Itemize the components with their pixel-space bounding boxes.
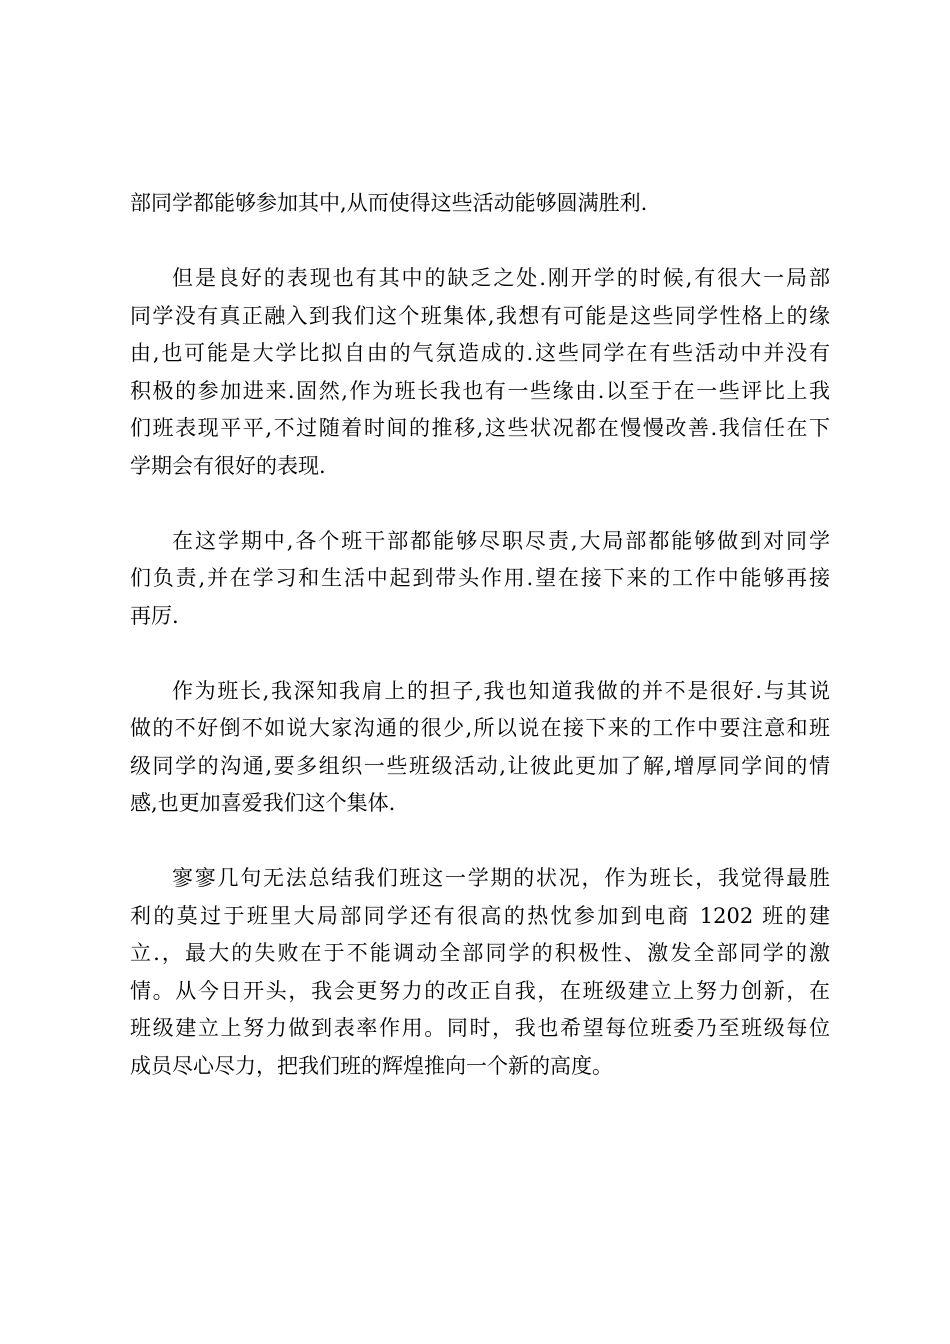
text-line: 情。从今日开头，我会更努力的改正自我，在班级建立上努力创新，在 (130, 978, 830, 1003)
text-line: 作为班长,我深知我肩上的担子,我也知道我做的并不是很好.与其说 (172, 678, 830, 703)
text-line: 再厉. (130, 603, 179, 628)
text-line: 做的不好倒不如说大家沟通的很少,所以说在接下来的工作中要注意和班 (130, 716, 830, 740)
paragraph (130, 673, 830, 823)
text-line: 学期会有很好的表现. (130, 453, 326, 478)
paragraph (130, 523, 830, 636)
text-line: 成员尽心尽力，把我们班的辉煌推向一个新的高度。 (130, 1053, 613, 1078)
text-line: 利的莫过于班里大局部同学还有很高的热忱参加到电商 1202 班的建 (130, 903, 830, 928)
paragraph (130, 860, 830, 1085)
text-line: 积极的参加进来.固然,作为班长我也有一些缘由.以至于在一些评比上我 (130, 378, 830, 403)
text-line: 感,也更加喜爱我们这个集体. (130, 791, 396, 815)
paragraph (130, 185, 830, 223)
document-body (130, 185, 830, 1085)
text-line: 立.，最大的失败在于不能调动全部同学的积极性、激发全部同学的激 (130, 941, 830, 965)
text-line: 班级建立上努力做到表率作用。同时，我也希望每位班委乃至班级每位 (130, 1016, 830, 1040)
text-line: 级同学的沟通,要多组织一些班级活动,让彼此更加了解,增厚同学间的情 (130, 753, 830, 778)
text-line: 们班表现平平,不过随着时间的推移,这些状况都在慢慢改善.我信任在下 (130, 416, 830, 440)
text-line: 由,也可能是大学比拟自由的气氛造成的.这些同学在有些活动中并没有 (130, 341, 830, 365)
text-line: 寥寥几句无法总结我们班这一学期的状况，作为班长，我觉得最胜 (172, 866, 830, 890)
paragraph (130, 260, 830, 485)
text-line: 在这学期中,各个班干部都能够尽职尽责,大局部都能够做到对同学 (172, 528, 830, 553)
text-line: 但是良好的表现也有其中的缺乏之处.刚开学的时候,有很大一局部 (172, 266, 830, 290)
text-line: 同学没有真正融入到我们这个班集体,我想有可能是这些同学性格上的缘 (130, 303, 830, 328)
text-line: 部同学都能够参加其中,从而使得这些活动能够圆满胜利. (130, 191, 648, 215)
text-line: 们负责,并在学习和生活中起到带头作用.望在接下来的工作中能够再接 (130, 566, 830, 590)
